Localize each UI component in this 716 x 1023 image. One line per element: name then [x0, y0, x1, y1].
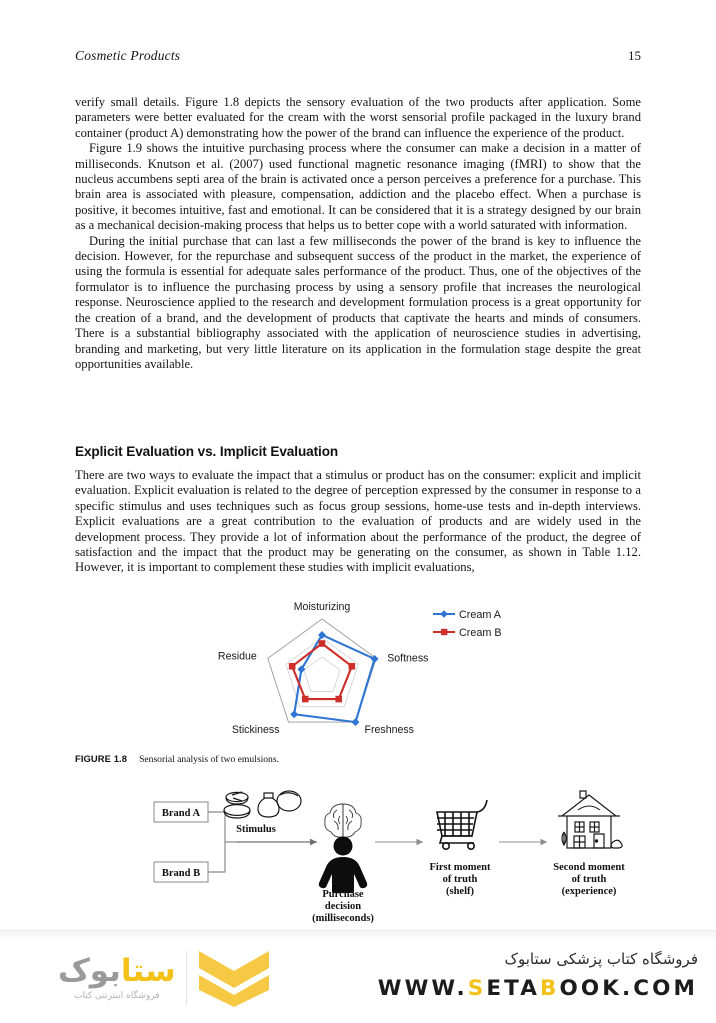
radar-point [291, 711, 298, 718]
brand-a-node [154, 802, 208, 822]
double-chevron-icon [197, 949, 271, 1007]
house-icon [558, 791, 622, 848]
logo-word-gray: بوک [58, 952, 121, 989]
setabook-url [378, 976, 698, 1001]
svg-text:(shelf): (shelf) [446, 886, 474, 897]
url-letter-b: B [539, 976, 560, 1002]
setabook-logo-text [58, 952, 176, 1001]
figure-1-8-label: FIGURE 1.8 [75, 753, 128, 764]
url-part-www: WWW. [377, 976, 468, 1002]
shopping-cart-icon [437, 800, 487, 849]
radar-axis-label: Softness [387, 652, 429, 665]
svg-text:Second moment: Second moment [553, 862, 625, 873]
banner-top-shade [0, 931, 716, 941]
svg-text:of truth: of truth [571, 874, 607, 885]
person-icon [319, 837, 367, 894]
section-heading: Explicit Evaluation vs. Implicit Evaluation [75, 444, 339, 459]
url-letter-s: S [467, 976, 487, 1002]
paragraph-1: verify small details. Figure 1.8 depicts the sensory evaluation of the two products after application. Some parameters were better evaluated for the cream with the worst sensorial profile packaged in the luxury brand container (product A) demonstrating how the power of the brand can influence the experience of the product. [75, 95, 641, 140]
stimulus-products-icon [224, 791, 301, 818]
arrow-stimulus-to-decision [237, 839, 317, 846]
setabook-watermark-banner [0, 930, 716, 1023]
radar-axis-label: Residue [217, 650, 257, 663]
radar-axis-label: Stickiness [231, 724, 280, 737]
radar-point [302, 696, 308, 702]
brand-a-label: Brand A [161, 808, 201, 819]
arrow-decision-to-first-moment [375, 839, 423, 845]
setabook-tagline: فروشگاه کتاب پزشکی ستابوک [504, 950, 698, 968]
brain-icon [325, 804, 361, 837]
radar-point [336, 696, 342, 702]
arrow-first-to-second-moment [499, 839, 547, 845]
body-text-block [75, 95, 641, 372]
legend-swatch-marker [441, 629, 447, 635]
legend-swatch-marker [440, 610, 448, 618]
page-number: 15 [628, 48, 641, 63]
radar-ring [304, 657, 340, 691]
body-text-block-2 [75, 468, 641, 576]
running-head-title: Cosmetic Products [75, 48, 181, 63]
logo-word-gold: ستا [120, 952, 176, 989]
radar-series-2 [289, 641, 354, 702]
radar-point [371, 656, 378, 663]
figure-1-9-flow-diagram [75, 786, 641, 931]
running-head [75, 48, 641, 64]
radar-series-1 [291, 632, 378, 726]
brand-b-node [154, 862, 208, 882]
radar-point [319, 641, 325, 647]
figure-1-8-caption [75, 753, 641, 765]
first-moment-label [430, 862, 491, 897]
second-moment-label [553, 862, 625, 897]
legend-label: Cream B [459, 627, 502, 639]
radar-axis-label: Freshness [364, 724, 414, 737]
svg-text:(milliseconds): (milliseconds) [312, 913, 374, 924]
radar-axis-label: Moisturizing [293, 601, 351, 613]
setabook-logo-word [58, 952, 176, 989]
legend-label: Cream A [459, 609, 502, 621]
radar-chart-svg [75, 592, 641, 744]
radar-axis-labels [218, 601, 429, 736]
svg-text:decision: decision [324, 901, 362, 912]
svg-text:(experience): (experience) [561, 886, 617, 897]
radar-point [349, 663, 355, 669]
url-part-eta: ETA [486, 976, 540, 1002]
paragraph-4: There are two ways to evaluate the impact that a stimulus or product has on the consumer: explicit and implicit evaluation. Explicit evaluation is related to the degree of perception expressed by the consumer in response to a specific stimulus and uses techniques such as focus group sessions, home-use tests and in-depth interviews. Explicit evaluations are a great contribution to the evaluation of products and are widely used in the development process. They provide a lot of information about the performance of the product, the degree of satisfaction and the impact that the product may be generating on the consumer, as shown in Table 1.12. However, it is important to complement these studies with implicit evaluations, [75, 468, 641, 575]
svg-text:First moment: First moment [429, 862, 491, 873]
setabook-logo-subtitle: فروشگاه اینترنتی کتاب [73, 990, 160, 1001]
svg-text:Purchase: Purchase [322, 889, 364, 900]
figure-1-8-radar-chart [75, 592, 641, 742]
url-part-ook: OOK.COM [559, 976, 698, 1002]
radar-point [352, 719, 359, 726]
svg-text:of truth: of truth [442, 874, 478, 885]
purchase-decision-label [312, 889, 374, 924]
radar-legend [433, 609, 502, 639]
radar-point [289, 663, 295, 669]
paragraph-2: Figure 1.9 shows the intuitive purchasing process where the consumer can make a decision in a matter of milliseconds. Knutson et al. (2007) used functional magnetic resonance imaging (fMRI) to show that the nucleus accumbens septi area of the brain is activated once a person perceives a preference for a purchase. This brain area is associated with pleasure, compensation, addiction and the placebo effect. When a purchase is positive, it becomes intuitive, fast and emotional. It can be considered that it is a strategy designed by our brain as a mechanical decision-making process that helps us to better cope with a world saturated with information. [75, 141, 641, 233]
paragraph-3: During the initial purchase that can last a few milliseconds the power of the brand is key to influence the decision. However, for the repurchase and subsequent success of the product in the market, the experience of using the formula is essential for adequate sales performance of the product. Thus, one of the objectives of the formulator is to influence the purchasing process by using a sensory profile that increases the neurological response. Neuroscience applied to the research and development formulation process is a great opportunity for the creation of a brand, and the development of products that captivate the hearts and minds of consumers. There is a substantial bibliography associated with the application of neuroscience studies in advertising, branding and marketing, but very little literature on its application in the formulation stage despite the great opportunities available. [75, 233, 641, 371]
figure-1-8-caption-text: Sensorial analysis of two emulsions. [139, 754, 279, 765]
brand-bracket-connector [208, 812, 237, 872]
setabook-brand-block [378, 949, 698, 1001]
stimulus-label: Stimulus [236, 824, 276, 835]
logo-divider [186, 951, 187, 1005]
brand-b-label: Brand B [161, 868, 201, 879]
flow-diagram-svg [75, 786, 641, 931]
setabook-logo [58, 945, 288, 1011]
